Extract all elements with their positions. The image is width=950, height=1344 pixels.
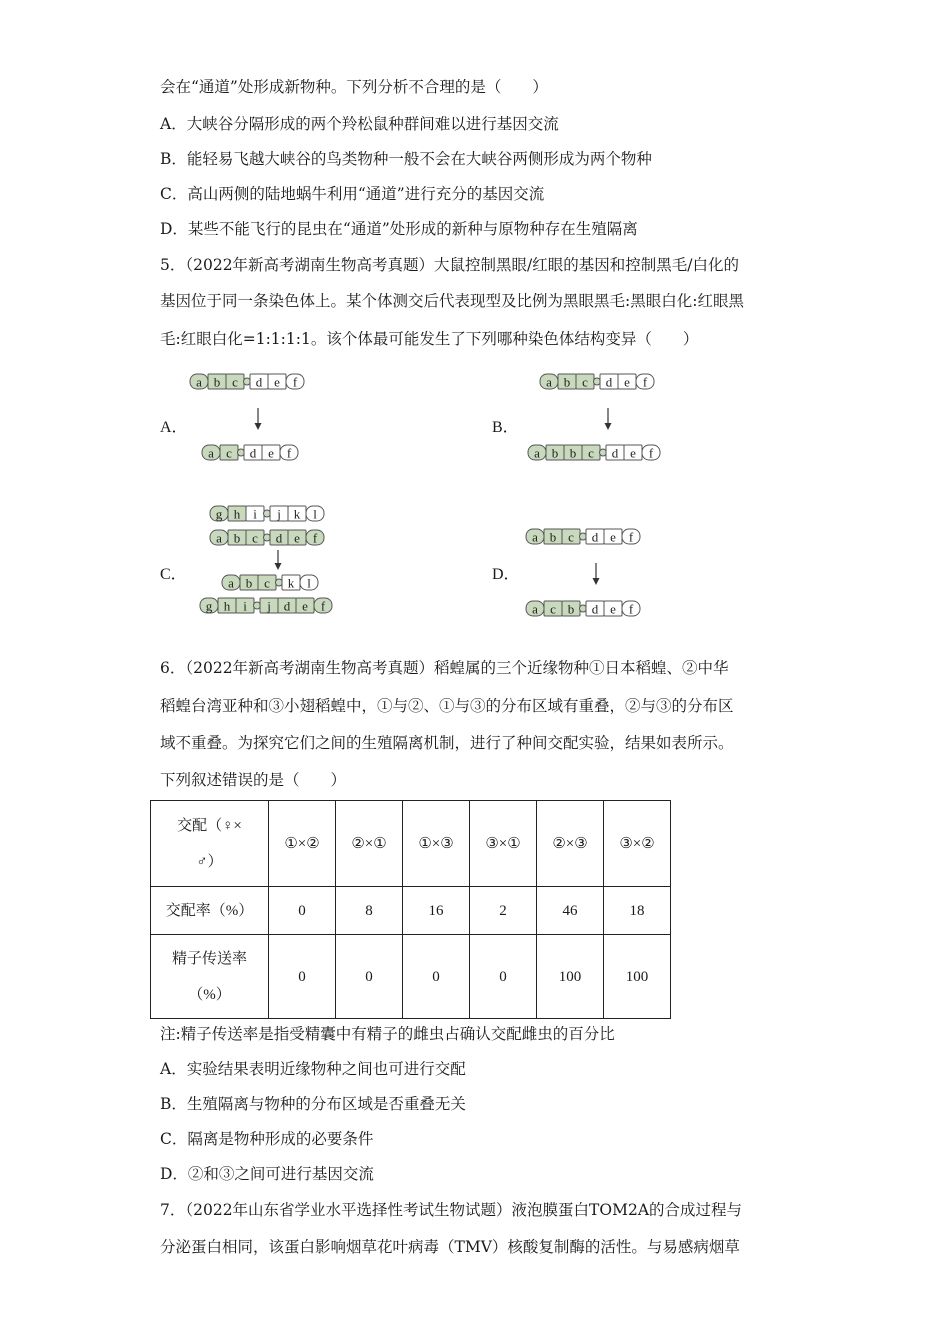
gene-label: d (283, 598, 291, 614)
chromosome-before (526, 529, 640, 545)
q6-stem-line-2: 稻蝗台湾亚种和③小翅稻蝗中，①与②、①与③的分布区域有重叠，②与③的分布区 (160, 697, 734, 715)
q4-option-a: A．大峡谷分隔形成的两个羚松鼠种群间难以进行基因交流 (160, 115, 559, 133)
q7-stem-line-1: 7．（2022年山东省学业水平选择性考试生物试题）液泡膜蛋白TOM2A的合成过程与 (160, 1201, 743, 1219)
gene-label: c (252, 530, 258, 546)
gene-label: c (226, 445, 232, 461)
gene-label: f (628, 529, 634, 545)
q4-option-d: D．某些不能飞行的昆虫在“通道”处形成的新种与原物种存在生殖隔离 (160, 220, 638, 238)
q6-stem-line-3: 域不重叠。为探究它们之间的生殖隔离机制，进行了种间交配实验，结果如表所示。 (160, 734, 734, 752)
down-arrow-icon (593, 563, 600, 585)
q5-figure-a (180, 368, 340, 468)
q4-option-b: B．能轻易飞越大峡谷的鸟类物种一般不会在大峡谷两侧形成为两个物种 (160, 150, 652, 168)
gene-label: b (549, 529, 557, 545)
gene-label: d (249, 445, 257, 461)
gene-label: e (294, 530, 300, 546)
q6-stem-line-1: 6．（2022年新高考湖南生物高考真题）稻蝗属的三个近缘物种①日本稻蝗、②中华 (160, 659, 729, 677)
gene-label: f (642, 374, 648, 390)
centromere (276, 579, 283, 586)
gene-label: a (208, 445, 214, 461)
gene-label: c (232, 374, 238, 390)
gene-label: b (567, 601, 575, 617)
q5-figure-c (200, 500, 370, 625)
table-col-header: ①×② (269, 801, 336, 887)
gene-label: c (568, 529, 574, 545)
down-arrow-icon (605, 408, 612, 430)
chromosome-after-bottom (200, 598, 332, 614)
gene-label: a (534, 445, 540, 461)
chromosome-after (202, 445, 298, 461)
down-arrow-icon (275, 550, 282, 570)
gene-label: f (292, 374, 298, 390)
table-cell: 2 (470, 887, 537, 935)
gene-label: e (302, 598, 308, 614)
q6-option-c: C．隔离是物种形成的必要条件 (160, 1130, 374, 1148)
centromere (238, 449, 245, 456)
q7-stem-line-2: 分泌蛋白相同，该蛋白影响烟草花叶病毒（TMV）核酸复制酶的活性。与易感病烟草 (160, 1238, 740, 1256)
gene-label: f (648, 445, 654, 461)
table-row-label: 交配率（%） (151, 887, 269, 935)
gene-label: a (532, 601, 538, 617)
table-cell: 0 (269, 935, 336, 1019)
q5-figure-d (520, 525, 680, 625)
centromere (600, 449, 607, 456)
gene-label: a (196, 374, 202, 390)
gene-label: e (268, 445, 274, 461)
table-col-header: ②×③ (537, 801, 604, 887)
gene-label: c (582, 374, 588, 390)
gene-label: b (213, 374, 221, 390)
q6-option-a: A．实验结果表明近缘物种之间也可进行交配 (160, 1060, 466, 1078)
table-row (151, 935, 671, 1019)
gene-label: e (610, 601, 616, 617)
gene-label: c (550, 601, 556, 617)
q6-option-b: B．生殖隔离与物种的分布区域是否重叠无关 (160, 1095, 466, 1113)
gene-label: i (243, 598, 247, 614)
chromosome-before-top (210, 506, 324, 522)
q6-option-d: D．②和③之间可进行基因交流 (160, 1165, 374, 1183)
gene-label: d (605, 374, 613, 390)
table-cell: 0 (470, 935, 537, 1019)
table-col-header: ③×① (470, 801, 537, 887)
gene-label: l (307, 575, 311, 591)
q4-option-c: C．高山两侧的陆地蜗牛利用“通道”进行充分的基因交流 (160, 185, 545, 203)
q5-option-d-letter: D． (492, 566, 520, 583)
gene-label: j (267, 598, 271, 614)
gene-label: g (215, 506, 223, 522)
gene-label: i (253, 506, 257, 522)
table-cell: 100 (537, 935, 604, 1019)
chromosome-before (190, 374, 304, 390)
gene-label: d (255, 374, 263, 390)
gene-label: e (630, 445, 636, 461)
gene-label: k (293, 506, 301, 522)
q5-option-b-letter: B． (492, 419, 519, 436)
table-col-header: ③×② (604, 801, 671, 887)
gene-label: b (569, 445, 577, 461)
gene-label: b (563, 374, 571, 390)
gene-label: a (546, 374, 552, 390)
gene-label: f (286, 445, 292, 461)
gene-label: f (628, 601, 634, 617)
centromere (254, 602, 261, 609)
gene-label: e (610, 529, 616, 545)
gene-label: l (313, 506, 317, 522)
q5-stem-line-1: 5．（2022年新高考湖南生物高考真题）大鼠控制黑眼/红眼的基因和控制黑毛/白化的 (160, 256, 740, 274)
gene-label: g (205, 598, 213, 614)
table-cell: 100 (604, 935, 671, 1019)
table-cell: 18 (604, 887, 671, 935)
q5-figure-b (520, 368, 700, 468)
table-header-label: 交配（♀× ♂） (151, 801, 269, 887)
table-row (151, 887, 671, 935)
gene-label: d (591, 529, 599, 545)
gene-label: d (275, 530, 283, 546)
gene-label: h (233, 506, 241, 522)
table-cell: 16 (403, 887, 470, 935)
q5-stem-line-2: 基因位于同一条染色体上。某个体测交后代表现型及比例为黑眼黑毛:黑眼白化:红眼黑 (160, 292, 744, 310)
chromosome-before-bottom (210, 530, 324, 546)
gene-label: c (264, 575, 270, 591)
gene-label: b (551, 445, 559, 461)
gene-label: a (228, 575, 234, 591)
gene-label: c (588, 445, 594, 461)
table-cell: 0 (269, 887, 336, 935)
table-cell: 0 (336, 935, 403, 1019)
centromere (264, 534, 271, 541)
centromere (244, 378, 251, 385)
q4-stem-tail: 会在“通道”处形成新物种。下列分析不合理的是（ ） (160, 78, 548, 96)
q5-stem-line-3: 毛:红眼白化=1:1:1:1。该个体最可能发生了下列哪种染色体结构变异（ ） (160, 330, 699, 348)
chromosome-before (540, 374, 654, 390)
gene-label: d (611, 445, 619, 461)
gene-label: h (223, 598, 231, 614)
gene-label: a (216, 530, 222, 546)
table-header-row (151, 801, 671, 887)
chromosome-after (528, 445, 660, 461)
gene-label: f (320, 598, 326, 614)
gene-label: a (532, 529, 538, 545)
mating-table (150, 800, 671, 1019)
gene-label: k (287, 575, 295, 591)
centromere (580, 533, 587, 540)
q5-option-a-letter: A． (160, 419, 188, 436)
table-col-header: ①×③ (403, 801, 470, 887)
chromosome-after (526, 601, 640, 617)
centromere (580, 605, 587, 612)
centromere (264, 510, 271, 517)
gene-label: f (312, 530, 318, 546)
down-arrow-icon (255, 408, 262, 430)
gene-label: e (624, 374, 630, 390)
q6-stem-line-4: 下列叙述错误的是（ ） (160, 771, 347, 789)
q5-option-c-letter: C． (160, 566, 187, 583)
table-cell: 8 (336, 887, 403, 935)
table-cell: 46 (537, 887, 604, 935)
table-col-header: ②×① (336, 801, 403, 887)
q6-table-note: 注:精子传送率是指受精囊中有精子的雌虫占确认交配雌虫的百分比 (160, 1025, 615, 1043)
gene-label: j (277, 506, 281, 522)
gene-label: e (274, 374, 280, 390)
gene-label: b (245, 575, 253, 591)
chromosome-after-top (222, 575, 318, 591)
centromere (594, 378, 601, 385)
table-cell: 0 (403, 935, 470, 1019)
gene-label: d (591, 601, 599, 617)
gene-label: b (233, 530, 241, 546)
table-row-label: 精子传送率 （%） (151, 935, 269, 1019)
